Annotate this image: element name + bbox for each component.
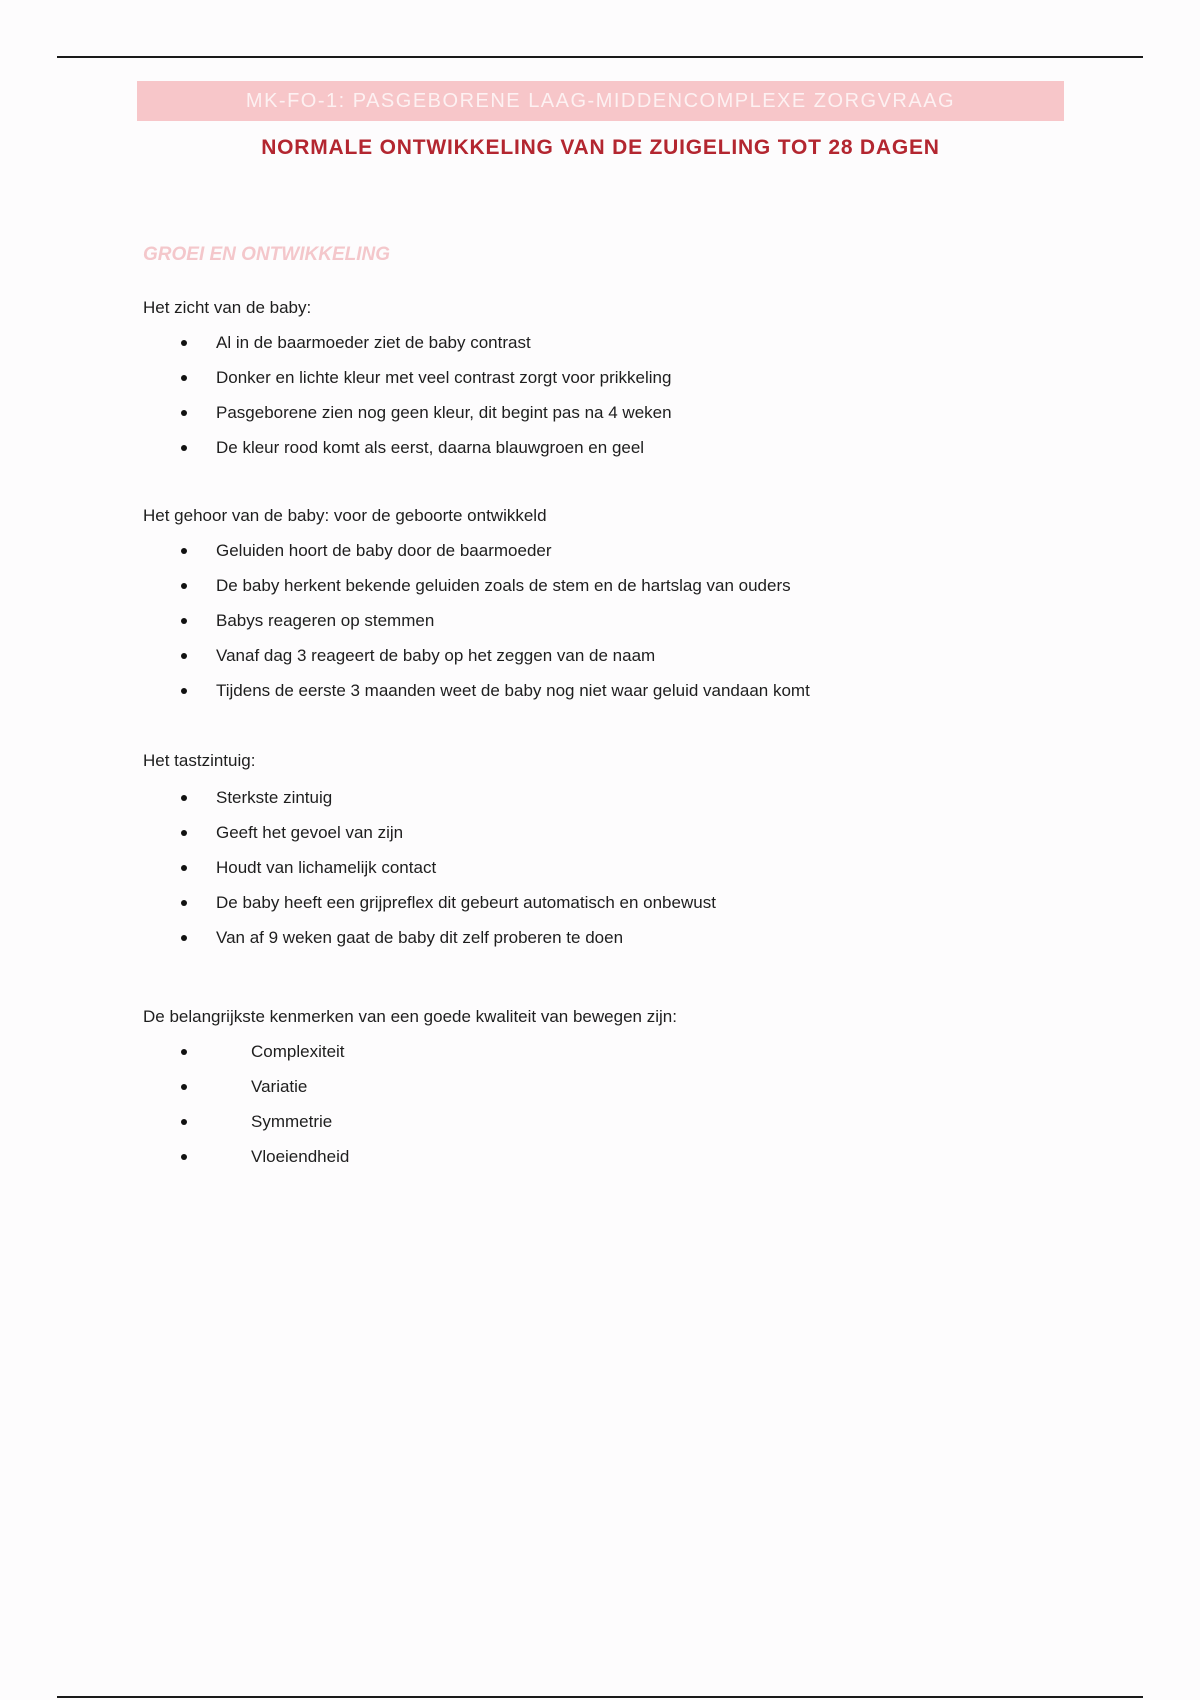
list-bewegen [143, 1040, 1093, 1169]
block-title-zicht: Het zicht van de baby: [143, 298, 312, 317]
block-tast [143, 749, 1093, 950]
list-tast [143, 786, 1093, 950]
section-heading: GROEI EN ONTWIKKELING [143, 244, 390, 265]
list-item: Geluiden hoort de baby door de baarmoeder [143, 539, 1093, 563]
list-item: Tijdens de eerste 3 maanden weet de baby nog niet waar geluid vandaan komt [143, 679, 1093, 703]
list-item: Pasgeborene zien nog geen kleur, dit begint pas na 4 weken [143, 401, 1093, 425]
list-item: Symmetrie [143, 1110, 1093, 1134]
list-item: Al in de baarmoeder ziet de baby contrast [143, 331, 1093, 355]
list-item: Donker en lichte kleur met veel contrast zorgt voor prikkeling [143, 366, 1093, 390]
list-item: De baby heeft een grijpreflex dit gebeurt automatisch en onbewust [143, 891, 1093, 915]
document-banner: MK-FO-1: PASGEBORENE LAAG-MIDDENCOMPLEXE ZORGVRAAG [137, 81, 1064, 121]
block-title-gehoor: Het gehoor van de baby: voor de geboorte ontwikkeld [143, 506, 547, 525]
list-gehoor [143, 539, 1093, 703]
list-item: Babys reageren op stemmen [143, 609, 1093, 633]
block-zicht [143, 296, 1093, 460]
list-item: Geeft het gevoel van zijn [143, 821, 1093, 845]
document-subtitle: NORMALE ONTWIKKELING VAN DE ZUIGELING TOT 28 DAGEN [261, 136, 940, 159]
list-item: Houdt van lichamelijk contact [143, 856, 1093, 880]
list-item: De baby herkent bekende geluiden zoals de stem en de hartslag van ouders [143, 574, 1093, 598]
list-item: Variatie [143, 1075, 1093, 1099]
list-item: Sterkste zintuig [143, 786, 1093, 810]
bottom-rule [57, 1696, 1143, 1698]
block-title-bewegen: De belangrijkste kenmerken van een goede kwaliteit van bewegen zijn: [143, 1007, 677, 1026]
top-rule [57, 56, 1143, 58]
block-gehoor [143, 504, 1093, 703]
list-zicht [143, 331, 1093, 460]
list-item: Vloeiendheid [143, 1145, 1093, 1169]
list-item: De kleur rood komt als eerst, daarna blauwgroen en geel [143, 436, 1093, 460]
list-item: Complexiteit [143, 1040, 1093, 1064]
block-bewegen [143, 1005, 1093, 1169]
list-item: Van af 9 weken gaat de baby dit zelf proberen te doen [143, 926, 1093, 950]
block-title-tast: Het tastzintuig: [143, 751, 256, 770]
list-item: Vanaf dag 3 reageert de baby op het zeggen van de naam [143, 644, 1093, 668]
